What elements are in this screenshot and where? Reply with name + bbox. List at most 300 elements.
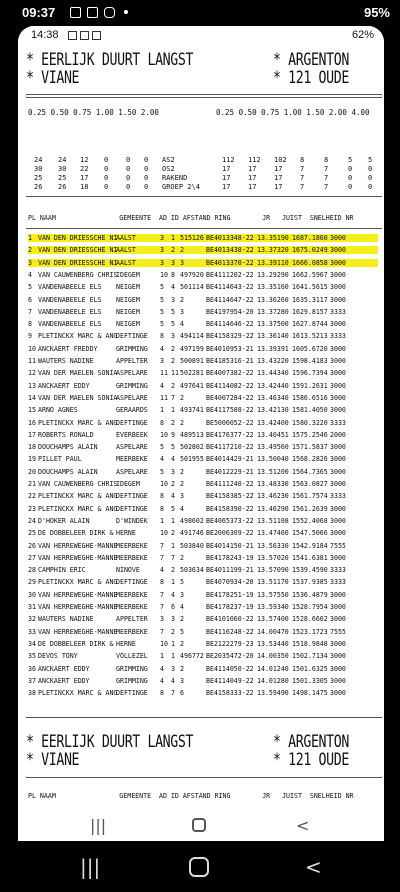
cell-ad: 8 bbox=[160, 492, 164, 501]
cell-gem: IDEGEM bbox=[116, 480, 140, 488]
cell-id: 1 bbox=[171, 578, 175, 587]
cell-id: 5 bbox=[171, 443, 175, 452]
cell-ad: 8 bbox=[160, 689, 164, 698]
stat-cell: 0 bbox=[368, 165, 373, 173]
cell-gem: MEERBEKE bbox=[116, 603, 148, 611]
cell-pl: 27 bbox=[28, 553, 36, 562]
table-row bbox=[28, 505, 374, 513]
cell-ad: 11 bbox=[160, 393, 168, 402]
cell-pl: 7 bbox=[28, 307, 32, 316]
cell-ring: BE4158333-22 bbox=[206, 689, 254, 698]
cell-naam: PLETINCKX MARC & ANG bbox=[38, 578, 118, 587]
cell-gem: MEERBEKE bbox=[116, 627, 148, 636]
cell-nr: 3000 bbox=[330, 516, 346, 525]
club-subtitle: * VIANE bbox=[26, 68, 80, 88]
cell-tijd: 13.40451 bbox=[257, 430, 289, 439]
stat-cell: 0 bbox=[104, 165, 109, 173]
cell-pl: 16 bbox=[28, 418, 36, 427]
cell-ad: 3 bbox=[160, 258, 164, 267]
table-row bbox=[28, 652, 374, 660]
table-row bbox=[28, 480, 374, 488]
cell-ring: BE4070934-20 bbox=[206, 578, 254, 587]
stat-cell: 30 bbox=[34, 165, 43, 173]
race-title: * ARGENTON bbox=[273, 50, 349, 70]
cell-afst: 497199 bbox=[180, 344, 204, 353]
table-row bbox=[28, 665, 374, 673]
cell-ad: 3 bbox=[160, 234, 164, 242]
cell-snel: 1662.5967 bbox=[292, 270, 328, 279]
table-row bbox=[28, 308, 374, 316]
cell-naam: PLETINCKX MARC & ANG bbox=[38, 418, 118, 427]
cell-nr: 3000 bbox=[330, 603, 346, 611]
cell-naam: PLETINCKX MARC & ANG bbox=[38, 689, 118, 698]
cell-snel: 1536.4879 bbox=[292, 590, 328, 599]
stat-cell: 17 bbox=[222, 183, 231, 191]
table-row bbox=[28, 689, 374, 697]
cell-ad: 7 bbox=[160, 541, 164, 550]
stat-cell: 17 bbox=[222, 174, 231, 182]
cell-snel: 1598.4183 bbox=[292, 357, 328, 365]
cell-id: 1 bbox=[171, 516, 175, 525]
cell-gem: NEIGEM bbox=[116, 283, 140, 292]
cell-gem: MEERBEKE bbox=[116, 455, 148, 464]
outer-status-bar bbox=[0, 0, 400, 26]
table-row bbox=[28, 591, 374, 599]
cell-tijd: 13.46290 bbox=[257, 504, 289, 513]
cell-pl: 32 bbox=[28, 615, 36, 624]
cell-ad: 4 bbox=[160, 455, 164, 464]
table-row bbox=[28, 517, 374, 525]
table-row bbox=[28, 542, 374, 550]
cell-ad: 10 bbox=[160, 639, 168, 648]
cell-id: 1 bbox=[171, 406, 175, 415]
cell-afst: 3 bbox=[180, 307, 184, 316]
column-header: PL NAAM GEMEENTE AD ID AFSTAND RING JR JUIST SNELHEID NR bbox=[28, 214, 354, 222]
cell-gem: ASPELARE bbox=[116, 443, 148, 452]
table-row bbox=[28, 382, 374, 390]
cell-tijd: 13.50040 bbox=[257, 455, 289, 464]
cell-snel: 1502.7134 bbox=[292, 652, 328, 661]
cell-id: 5 bbox=[171, 504, 175, 513]
cell-tijd: 13.49560 bbox=[257, 443, 289, 452]
stat-cell: 7 bbox=[324, 174, 329, 182]
cell-id: 4 bbox=[171, 676, 175, 685]
cell-pl: 20 bbox=[28, 467, 36, 476]
cell-afst: 493741 bbox=[180, 406, 204, 415]
stat-cell: 7 bbox=[300, 183, 305, 191]
cell-afst: 3 bbox=[180, 676, 184, 685]
cell-snel: 1687.1860 bbox=[292, 234, 328, 242]
cell-gem: HERNE bbox=[116, 529, 136, 538]
recent-apps-button[interactable]: ||| bbox=[90, 816, 107, 835]
stat-cell: 0 bbox=[126, 174, 131, 182]
stat-cell: 8 bbox=[300, 156, 305, 164]
stat-cell: 24 bbox=[34, 156, 43, 164]
cell-gem: ASPELARE bbox=[116, 369, 148, 378]
cell-snel: 1501.3305 bbox=[292, 676, 328, 685]
cell-pl: 21 bbox=[28, 480, 36, 488]
table-row bbox=[28, 431, 374, 439]
cell-nr: 3000 bbox=[330, 480, 346, 488]
stat-cell: 0 bbox=[348, 183, 353, 191]
cell-ring: BE4013438-22 bbox=[206, 246, 254, 255]
cell-tijd: 14.01240 bbox=[257, 664, 289, 673]
cell-afst: 3 bbox=[180, 492, 184, 501]
stat-cell: 0 bbox=[104, 183, 109, 191]
cell-pl: 25 bbox=[28, 529, 36, 538]
cell-gem: D'WINDEK bbox=[116, 516, 148, 525]
cell-tijd: 13.59340 bbox=[257, 603, 289, 611]
cell-ring: BE2035472-20 bbox=[206, 652, 254, 661]
cell-nr: 3000 bbox=[330, 357, 346, 365]
cell-snel: 1523.1723 bbox=[292, 627, 328, 636]
cell-tijd: 13.51108 bbox=[257, 516, 289, 525]
cell-afst: 4 bbox=[180, 320, 184, 329]
cell-naam: ANCKAERT FREDDY bbox=[38, 344, 98, 353]
cell-afst: 498602 bbox=[180, 516, 204, 525]
cell-id: 2 bbox=[171, 627, 175, 636]
cell-ring: BE4065373-22 bbox=[206, 516, 254, 525]
cell-naam: VAN HERREWEGHE-MANNE bbox=[38, 553, 118, 562]
stat-cell: 25 bbox=[34, 174, 43, 182]
cell-pl: 3 bbox=[28, 258, 32, 267]
recent-apps-button[interactable]: ||| bbox=[80, 855, 101, 879]
stat-cell: 22 bbox=[80, 165, 89, 173]
cell-ring: BE4117588-22 bbox=[206, 406, 254, 415]
cell-gem: VOLLEZEL bbox=[116, 652, 148, 661]
table-row bbox=[28, 271, 374, 279]
cell-afst: 2 bbox=[180, 246, 184, 255]
cell-afst: 3 bbox=[180, 590, 184, 599]
cell-pl: 10 bbox=[28, 344, 36, 353]
cell-ring: BE4013348-22 bbox=[206, 234, 254, 242]
cell-nr: 2000 bbox=[330, 430, 346, 439]
cell-nr: 3000 bbox=[330, 664, 346, 673]
cell-snel: 1580.3220 bbox=[292, 418, 328, 427]
cell-tijd: 14.00470 bbox=[257, 627, 289, 636]
cell-afst: 494114 bbox=[180, 332, 204, 341]
stat-cell: 0 bbox=[348, 174, 353, 182]
stat-cell: 17 bbox=[222, 165, 231, 173]
cell-ad: 10 bbox=[160, 430, 168, 439]
cell-ring: BE4185316-21 bbox=[206, 357, 254, 365]
cell-afst: 501114 bbox=[180, 283, 204, 292]
cell-nr: 3333 bbox=[330, 492, 346, 501]
back-button[interactable]: < bbox=[305, 855, 322, 879]
cell-snel: 1627.8744 bbox=[292, 320, 328, 329]
table-row bbox=[28, 406, 374, 414]
cell-snel: 1528.7954 bbox=[292, 603, 328, 611]
cell-gem: DEFTINGE bbox=[116, 332, 148, 341]
cell-afst: 3 bbox=[180, 258, 184, 267]
cell-ad: 11 bbox=[160, 369, 168, 378]
cell-pl: 19 bbox=[28, 455, 36, 464]
cell-snel: 1528.6602 bbox=[292, 615, 328, 624]
cell-naam: D'HOKER ALAIN bbox=[38, 516, 90, 525]
cell-afst: 497920 bbox=[180, 270, 204, 279]
cell-gem: DEFTINGE bbox=[116, 418, 148, 427]
cell-afst: 2 bbox=[180, 467, 184, 476]
cell-afst: 6 bbox=[180, 689, 184, 698]
cell-naam: ARNO AGNES bbox=[38, 406, 78, 415]
cell-nr: 3000 bbox=[330, 455, 346, 464]
cell-tijd: 13.53440 bbox=[257, 639, 289, 648]
table-row bbox=[28, 332, 374, 340]
cell-id: 2 bbox=[171, 480, 175, 488]
table-row bbox=[28, 320, 374, 328]
cell-ring: BE4111240-22 bbox=[206, 480, 254, 488]
cell-naam: VAN DER MAELEN SONIA bbox=[38, 369, 118, 378]
cell-gem: NINOVE bbox=[116, 566, 140, 575]
cell-gem: DEFTINGE bbox=[116, 492, 148, 501]
stat-cell: 0 bbox=[144, 174, 149, 182]
cell-ring: BE4010953-21 bbox=[206, 344, 254, 353]
document-header-repeat bbox=[26, 732, 382, 772]
cell-id: 3 bbox=[171, 332, 175, 341]
cell-id: 4 bbox=[171, 283, 175, 292]
cell-id: 2 bbox=[171, 246, 175, 255]
cell-afst: 2 bbox=[180, 393, 184, 402]
cell-tijd: 13.44340 bbox=[257, 369, 289, 378]
cell-ad: 1 bbox=[160, 652, 164, 661]
race-title: * ARGENTON bbox=[273, 732, 349, 752]
stat-cell: 112 bbox=[222, 156, 235, 164]
cell-id: 2 bbox=[171, 344, 175, 353]
table-row bbox=[28, 455, 374, 463]
cell-tijd: 13.57550 bbox=[257, 590, 289, 599]
cell-afst: 5 bbox=[180, 627, 184, 636]
cell-pl: 18 bbox=[28, 443, 36, 452]
stat-cell: 17 bbox=[274, 165, 283, 173]
cell-ring: BE4176377-22 bbox=[206, 430, 254, 439]
stat-cell: 5 bbox=[368, 156, 373, 164]
cell-pl: 17 bbox=[28, 430, 36, 439]
cell-gem: DEFTINGE bbox=[116, 504, 148, 513]
divider bbox=[26, 717, 382, 718]
cell-afst: 4 bbox=[180, 504, 184, 513]
cell-tijd: 13.43220 bbox=[257, 357, 289, 365]
cell-naam: PLETINCKX MARC & ANG bbox=[38, 332, 118, 341]
cell-afst: 491746 bbox=[180, 529, 204, 538]
cell-snel: 1498.1475 bbox=[292, 689, 328, 698]
table-row bbox=[28, 640, 374, 648]
cell-gem: DEFTINGE bbox=[116, 578, 148, 587]
cell-id: 1 bbox=[171, 652, 175, 661]
cell-afst: 502281 bbox=[180, 369, 204, 378]
cell-snel: 1501.6325 bbox=[292, 664, 328, 673]
cell-ring: BE5006052-22 bbox=[206, 418, 254, 427]
cell-ad: 10 bbox=[160, 529, 168, 538]
cell-naam: VAN CAUWENBERG CHRIS bbox=[38, 270, 118, 279]
cell-pl: 26 bbox=[28, 541, 36, 550]
cell-id: 3 bbox=[171, 467, 175, 476]
cell-nr: 3000 bbox=[330, 676, 346, 685]
stat-cell: RAKEND bbox=[162, 174, 188, 182]
table-row bbox=[28, 492, 374, 500]
cell-snel: 1518.9848 bbox=[292, 639, 328, 648]
stat-cell: 0 bbox=[126, 183, 131, 191]
cell-pl: 29 bbox=[28, 578, 36, 587]
cell-pl: 15 bbox=[28, 406, 36, 415]
cell-nr: 3000 bbox=[330, 504, 346, 513]
cell-nr: 3000 bbox=[330, 234, 346, 242]
table-row bbox=[28, 443, 374, 451]
cell-id: 1 bbox=[171, 234, 175, 242]
cell-snel: 1586.6516 bbox=[292, 393, 328, 402]
stat-cell: 17 bbox=[274, 183, 283, 191]
cell-nr: 3000 bbox=[330, 270, 346, 279]
stat-cell: 17 bbox=[248, 165, 257, 173]
cell-gem: IDEGEM bbox=[116, 270, 140, 279]
cell-naam: VAN DER MAELEN SONIA bbox=[38, 393, 118, 402]
stat-cell: 7 bbox=[324, 183, 329, 191]
document-header bbox=[26, 50, 382, 90]
cell-tijd: 13.51170 bbox=[257, 578, 289, 587]
cell-ring: BE4114643-22 bbox=[206, 283, 254, 292]
cell-ad: 7 bbox=[160, 603, 164, 611]
stat-cell: 17 bbox=[248, 183, 257, 191]
cell-pl: 22 bbox=[28, 492, 36, 501]
cell-ad: 4 bbox=[160, 676, 164, 685]
cell-id: 2 bbox=[171, 357, 175, 365]
cell-tijd: 13.37280 bbox=[257, 307, 289, 316]
stat-cell: 18 bbox=[80, 183, 89, 191]
cell-nr: 3000 bbox=[330, 553, 346, 562]
cell-ad: 8 bbox=[160, 504, 164, 513]
cell-nr: 3000 bbox=[330, 689, 346, 698]
table-row bbox=[28, 369, 374, 377]
cell-id: 2 bbox=[171, 418, 175, 427]
outer-clock: 09:37 bbox=[22, 5, 56, 20]
cell-naam: VANDENABEELE ELS bbox=[38, 283, 102, 292]
cell-snel: 1552.4068 bbox=[292, 516, 328, 525]
stat-cell: 0 bbox=[368, 174, 373, 182]
divider bbox=[26, 94, 382, 95]
cell-tijd: 13.57020 bbox=[257, 553, 289, 562]
cell-id: 3 bbox=[171, 295, 175, 304]
cell-naam: VANDENABEELE ELS bbox=[38, 307, 102, 316]
table-row bbox=[28, 246, 378, 254]
notification-icon bbox=[87, 7, 98, 18]
cell-nr: 3000 bbox=[330, 369, 346, 378]
cell-ad: 3 bbox=[160, 246, 164, 255]
cell-afst: 2 bbox=[180, 480, 184, 488]
cell-naam: PILLET PAUL bbox=[38, 455, 82, 464]
cell-id: 3 bbox=[171, 615, 175, 624]
cell-tijd: 13.42400 bbox=[257, 418, 289, 427]
cell-naam: CAMPHIN ERIC bbox=[38, 566, 86, 575]
race-subtitle: * 121 OUDE bbox=[273, 750, 349, 770]
cell-pl: 14 bbox=[28, 393, 36, 402]
cell-afst: 502802 bbox=[180, 443, 204, 452]
cell-ring: BE4007382-22 bbox=[206, 369, 254, 378]
divider bbox=[26, 196, 382, 197]
cell-gem: NEIGEM bbox=[116, 307, 140, 316]
stat-cell: 26 bbox=[58, 183, 67, 191]
cell-naam: DEVOS TONY bbox=[38, 652, 78, 661]
cell-ad: 4 bbox=[160, 344, 164, 353]
cell-ring: BE4013370-22 bbox=[206, 258, 254, 267]
stat-cell: 102 bbox=[274, 156, 287, 164]
cell-ad: 4 bbox=[160, 566, 164, 575]
table-row bbox=[28, 234, 378, 242]
cell-pl: 33 bbox=[28, 627, 36, 636]
cell-ring: BE4014429-21 bbox=[206, 455, 254, 464]
cell-snel: 1605.6720 bbox=[292, 344, 328, 353]
table-row bbox=[28, 259, 378, 267]
cell-nr: 7555 bbox=[330, 541, 346, 550]
cell-ad: 3 bbox=[160, 357, 164, 365]
cell-nr: 3000 bbox=[330, 295, 346, 304]
cell-tijd: 13.57090 bbox=[257, 566, 289, 575]
cell-id: 9 bbox=[171, 430, 175, 439]
back-button[interactable]: < bbox=[296, 816, 310, 835]
stat-cell: 7 bbox=[300, 165, 305, 173]
cell-afst: 2 bbox=[180, 615, 184, 624]
cell-ad: 8 bbox=[160, 418, 164, 427]
cell-tijd: 13.29290 bbox=[257, 270, 289, 279]
cell-naam: DE DOBBELEER DIRK & bbox=[38, 529, 114, 538]
cell-gem: DEFTINGE bbox=[116, 689, 148, 698]
cell-ad: 4 bbox=[160, 664, 164, 673]
cell-id: 2 bbox=[171, 529, 175, 538]
cell-naam: VANDENABEELE ELS bbox=[38, 295, 102, 304]
cell-afst: 2 bbox=[180, 639, 184, 648]
cell-snel: 1561.7574 bbox=[292, 492, 328, 501]
cell-nr: 3000 bbox=[330, 443, 346, 452]
cell-nr: 3000 bbox=[330, 615, 346, 624]
stat-cell: GROEP 2\4 bbox=[162, 183, 200, 191]
cell-ad: 10 bbox=[160, 480, 168, 488]
cell-id: 7 bbox=[171, 689, 175, 698]
cell-pl: 34 bbox=[28, 639, 36, 648]
cell-ring: BE4114049-22 bbox=[206, 676, 254, 685]
cell-pl: 24 bbox=[28, 516, 36, 525]
cell-naam: ANCKAERT EDDY bbox=[38, 664, 90, 673]
cell-naam: DE DOBBELEER DIRK & bbox=[38, 639, 114, 648]
cell-gem: MEERBEKE bbox=[116, 590, 148, 599]
cell-gem: AALST bbox=[116, 246, 136, 255]
table-row bbox=[28, 468, 374, 476]
cell-ring: BE4178243-19 bbox=[206, 553, 254, 562]
club-title: * EERLIJK DUURT LANGST bbox=[26, 50, 194, 70]
stat-cell: 5 bbox=[348, 156, 353, 164]
cell-ad: 5 bbox=[160, 467, 164, 476]
cell-nr: 3000 bbox=[330, 652, 346, 661]
table-row bbox=[28, 615, 374, 623]
cell-id: 5 bbox=[171, 307, 175, 316]
cell-naam: DOUCHAMPS ALAIN bbox=[38, 467, 98, 476]
home-button[interactable] bbox=[192, 818, 206, 832]
cell-pl: 28 bbox=[28, 566, 36, 575]
outer-battery: 95% bbox=[363, 5, 390, 20]
home-button[interactable] bbox=[189, 857, 209, 877]
cell-ad: 8 bbox=[160, 578, 164, 587]
cell-gem: GRIMMING bbox=[116, 381, 148, 390]
cell-gem: APPELTER bbox=[116, 615, 148, 624]
cell-afst: 2 bbox=[180, 418, 184, 427]
cell-snel: 1537.9385 bbox=[292, 578, 328, 587]
cell-tijd: 13.56330 bbox=[257, 541, 289, 550]
table-row bbox=[28, 296, 374, 304]
cell-id: 4 bbox=[171, 455, 175, 464]
cell-naam: VAN HERREWEGHE-MANNE bbox=[38, 541, 118, 550]
table-row bbox=[28, 578, 374, 586]
inner-battery: 62% bbox=[351, 29, 374, 41]
cell-nr: 3333 bbox=[330, 307, 346, 316]
cell-ad: 7 bbox=[160, 627, 164, 636]
cell-tijd: 13.39391 bbox=[257, 344, 289, 353]
